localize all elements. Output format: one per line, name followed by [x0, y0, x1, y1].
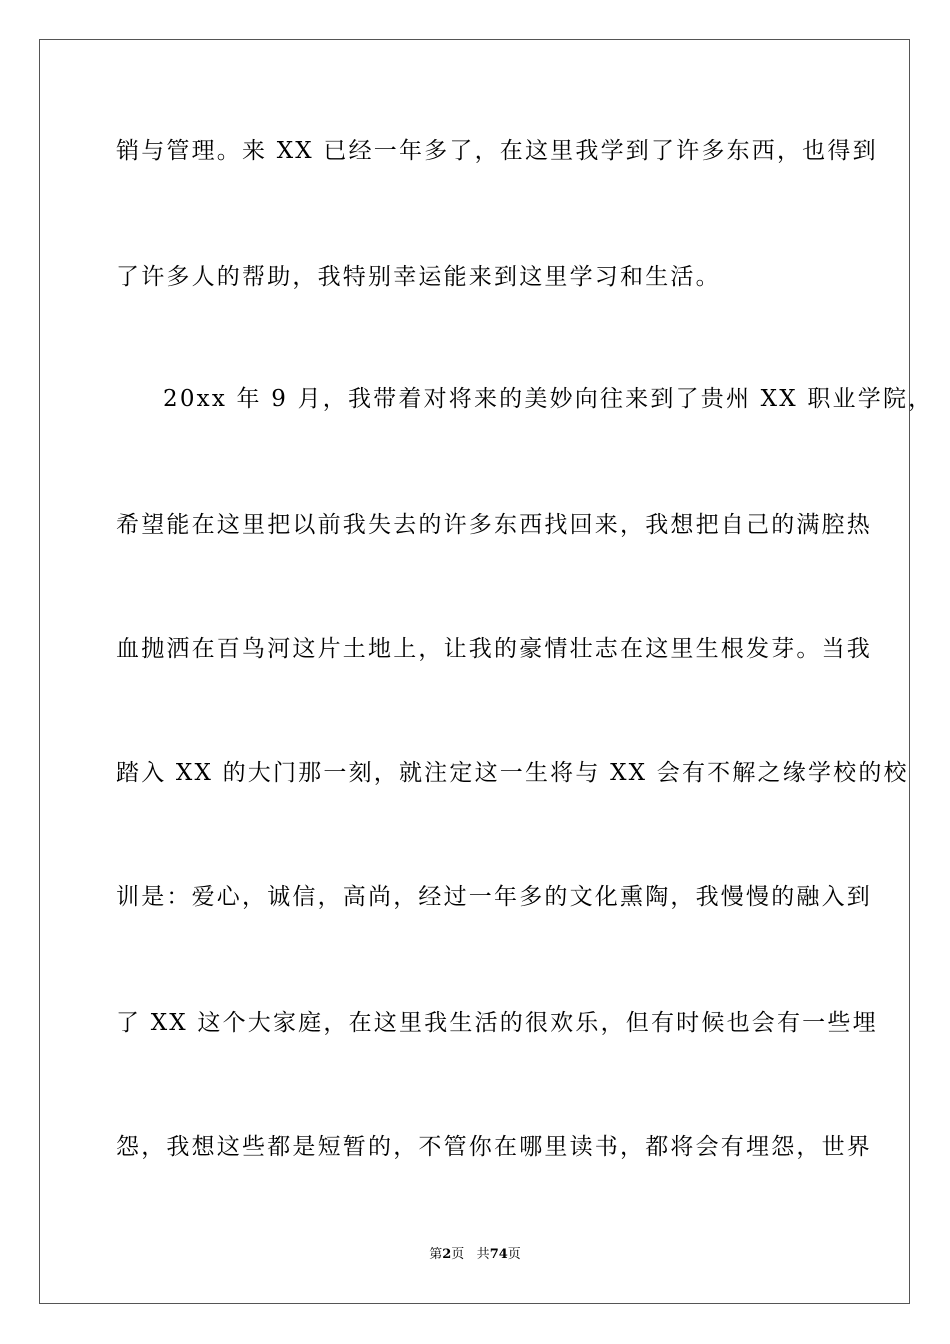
body-line-9: 怨，我想这些都是短暂的，不管你在哪里读书，都将会有埋怨，世界 [116, 1134, 872, 1160]
total-pages: 74 [489, 1247, 508, 1262]
page-prefix: 第 [429, 1247, 443, 1262]
body-line-2: 了许多人的帮助，我特别幸运能来到这里学习和生活。 [116, 264, 721, 290]
total-prefix: 共 [476, 1247, 490, 1262]
body-line-3: 20xx 年 9 月，我带着对将来的美妙向往来到了贵州 XX 职业学院， [163, 386, 934, 412]
body-line-1: 销与管理。来 XX 已经一年多了，在这里我学到了许多东西，也得到 [116, 138, 878, 164]
page-number: 2 [442, 1247, 452, 1262]
body-line-8: 了 XX 这个大家庭，在这里我生活的很欢乐，但有时候也会有一些埋 [116, 1010, 878, 1036]
page-suffix: 页 [451, 1247, 465, 1262]
body-line-6: 踏入 XX 的大门那一刻，就注定这一生将与 XX 会有不解之缘学校的校 [116, 760, 909, 786]
body-line-4: 希望能在这里把以前我失去的许多东西找回来，我想把自己的满腔热 [116, 512, 872, 538]
page-border [39, 39, 910, 1304]
page-footer [0, 1247, 950, 1263]
total-suffix: 页 [507, 1247, 521, 1262]
body-line-7: 训是：爱心，诚信，高尚，经过一年多的文化熏陶，我慢慢的融入到 [116, 884, 872, 910]
body-line-5: 血抛洒在百鸟河这片土地上，让我的豪情壮志在这里生根发芽。当我 [116, 636, 872, 662]
